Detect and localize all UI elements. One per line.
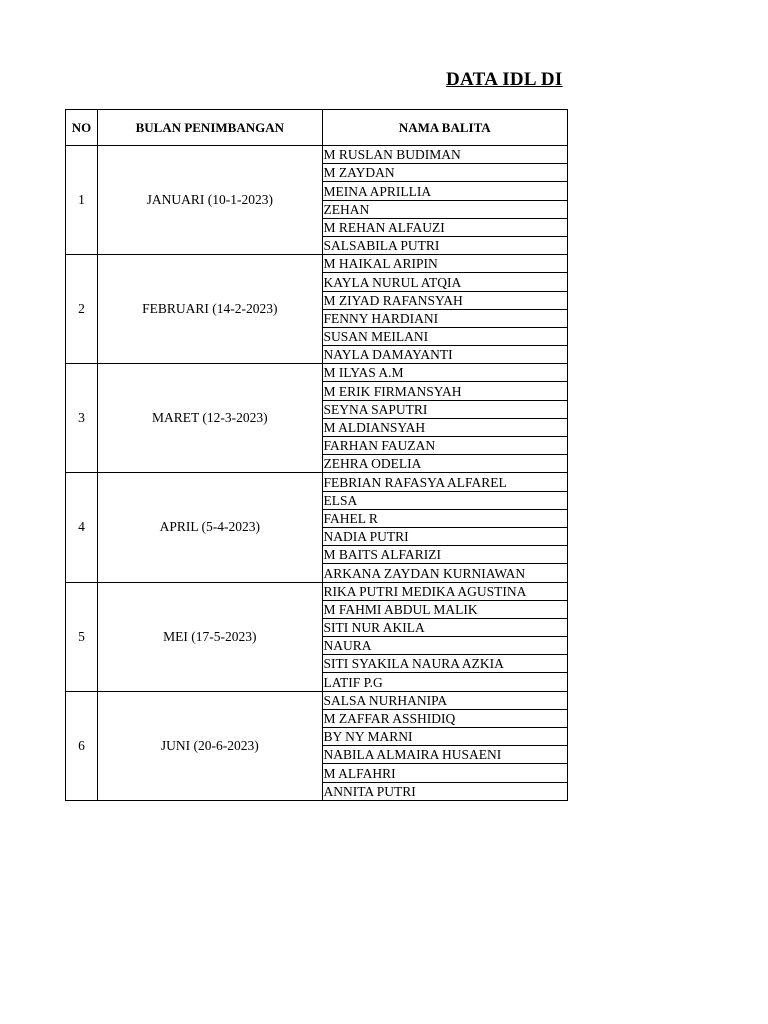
cell-nama-balita: M ZAYDAN <box>322 164 568 182</box>
cell-nama-balita: MEINA APRILLIA <box>322 182 568 200</box>
cell-nama-balita: M ALDIANSYAH <box>322 418 568 436</box>
cell-nama-balita: NAYLA DAMAYANTI <box>322 346 568 364</box>
cell-nama-balita: ZEHRA ODELIA <box>322 455 568 473</box>
page-title-container <box>446 66 568 94</box>
cell-nama-balita: M ZIYAD RAFANSYAH <box>322 291 568 309</box>
table-header-row <box>66 110 568 146</box>
cell-nama-balita: ARKANA ZAYDAN KURNIAWAN <box>322 564 568 582</box>
table-row <box>66 255 568 273</box>
page-title: DATA IDL DI <box>446 69 563 90</box>
table-row <box>66 691 568 709</box>
cell-nama-balita: SITI SYAKILA NAURA AZKIA <box>322 655 568 673</box>
cell-nama-balita: SUSAN MEILANI <box>322 327 568 345</box>
cell-nama-balita: M FAHMI ABDUL MALIK <box>322 600 568 618</box>
cell-nama-balita: M ERIK FIRMANSYAH <box>322 382 568 400</box>
cell-nama-balita: SEYNA SAPUTRI <box>322 400 568 418</box>
cell-nama-balita: FENNY HARDIANI <box>322 309 568 327</box>
cell-nama-balita: FEBRIAN RAFASYA ALFAREL <box>322 473 568 491</box>
table-row <box>66 364 568 382</box>
cell-bulan-penimbangan: JANUARI (10-1-2023) <box>98 146 322 255</box>
cell-nama-balita: ELSA <box>322 491 568 509</box>
cell-nama-balita: NADIA PUTRI <box>322 527 568 545</box>
cell-nama-balita: BY NY MARNI <box>322 728 568 746</box>
cell-nama-balita: M RUSLAN BUDIMAN <box>322 146 568 164</box>
table-row <box>66 582 568 600</box>
cell-nama-balita: M ILYAS A.M <box>322 364 568 382</box>
cell-nama-balita: FAHEL R <box>322 509 568 527</box>
cell-nama-balita: SALSA NURHANIPA <box>322 691 568 709</box>
cell-nama-balita: M BAITS ALFARIZI <box>322 546 568 564</box>
cell-bulan-penimbangan: APRIL (5-4-2023) <box>98 473 322 582</box>
cell-no: 2 <box>66 255 98 364</box>
table-row <box>66 473 568 491</box>
cell-nama-balita: M ALFAHRI <box>322 764 568 782</box>
cell-no: 3 <box>66 364 98 473</box>
cell-no: 5 <box>66 582 98 691</box>
header-no: NO <box>66 110 98 146</box>
cell-no: 1 <box>66 146 98 255</box>
cell-bulan-penimbangan: FEBRUARI (14-2-2023) <box>98 255 322 364</box>
cell-bulan-penimbangan: MEI (17-5-2023) <box>98 582 322 691</box>
cell-nama-balita: ANNITA PUTRI <box>322 782 568 800</box>
cell-bulan-penimbangan: JUNI (20-6-2023) <box>98 691 322 800</box>
idl-data-table <box>65 109 568 801</box>
cell-nama-balita: SITI NUR AKILA <box>322 618 568 636</box>
cell-nama-balita: LATIF P.G <box>322 673 568 691</box>
cell-bulan-penimbangan: MARET (12-3-2023) <box>98 364 322 473</box>
cell-nama-balita: ZEHAN <box>322 200 568 218</box>
cell-nama-balita: RIKA PUTRI MEDIKA AGUSTINA <box>322 582 568 600</box>
table-row <box>66 146 568 164</box>
cell-nama-balita: M ZAFFAR ASSHIDIQ <box>322 709 568 727</box>
cell-nama-balita: M REHAN ALFAUZI <box>322 218 568 236</box>
cell-no: 6 <box>66 691 98 800</box>
header-nama-balita: NAMA BALITA <box>322 110 568 146</box>
cell-nama-balita: NABILA ALMAIRA HUSAENI <box>322 746 568 764</box>
cell-nama-balita: KAYLA NURUL ATQIA <box>322 273 568 291</box>
cell-no: 4 <box>66 473 98 582</box>
cell-nama-balita: M HAIKAL ARIPIN <box>322 255 568 273</box>
cell-nama-balita: FARHAN FAUZAN <box>322 437 568 455</box>
table-body <box>66 146 568 801</box>
cell-nama-balita: NAURA <box>322 637 568 655</box>
cell-nama-balita: SALSABILA PUTRI <box>322 236 568 254</box>
header-bulan-penimbangan: BULAN PENIMBANGAN <box>98 110 322 146</box>
